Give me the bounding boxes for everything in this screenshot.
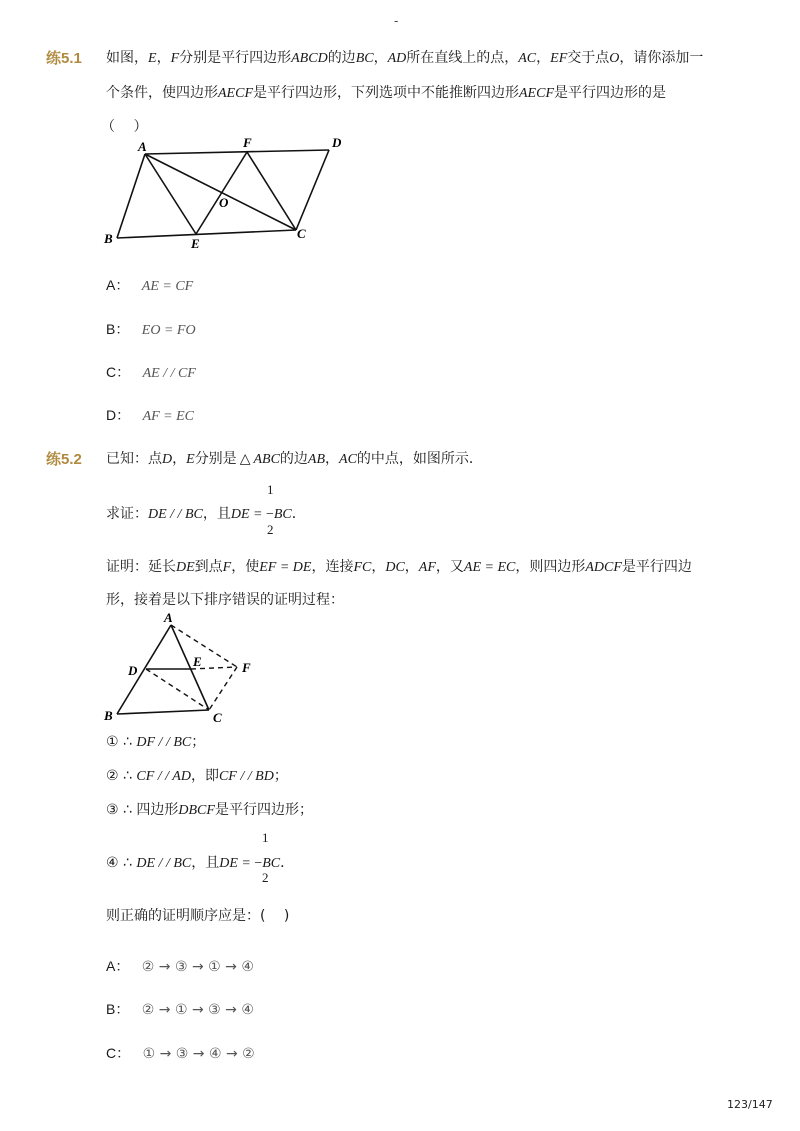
- prove-fraction-numerator: 1: [267, 482, 274, 497]
- text: ；: [191, 734, 206, 750]
- segment-ac: [145, 154, 296, 230]
- text: ；: [273, 768, 288, 784]
- proof-step-3: [106, 799, 313, 819]
- math: DE =: [219, 856, 255, 871]
- label-a: A: [138, 139, 147, 154]
- option-expr: AF = EC: [142, 409, 195, 424]
- text: 已知：点: [106, 451, 162, 467]
- math: EF: [550, 51, 568, 66]
- math: DE: [176, 560, 195, 575]
- math: D: [162, 452, 173, 467]
- text: ，又: [435, 559, 464, 575]
- text: 是平行四边形，下列选项中不能推断四边形: [253, 85, 519, 101]
- math: DE / / BC: [148, 507, 203, 522]
- text: 是平行四边形的是: [554, 85, 666, 101]
- header-mark: -: [394, 14, 399, 28]
- step-number: ②: [106, 768, 119, 784]
- text: 到点: [194, 559, 223, 575]
- step-4-fraction-numerator: 1: [262, 830, 269, 845]
- option-label: C：: [106, 1045, 131, 1061]
- segment-bc: [117, 710, 209, 714]
- label-d: D: [332, 135, 342, 150]
- math: BC: [355, 51, 374, 66]
- math: AB: [307, 452, 326, 467]
- option-label: C：: [106, 364, 131, 380]
- text: 是平行四边: [621, 559, 692, 575]
- option-expr: AE / / CF: [142, 366, 196, 381]
- segment-fc-dashed: [209, 667, 237, 710]
- option-label: B：: [106, 321, 130, 337]
- step-4-fraction-denominator: 2: [262, 870, 269, 885]
- math: ABC: [253, 452, 280, 467]
- math: F: [170, 51, 180, 66]
- label-f: F: [242, 660, 251, 675]
- text: ，且: [202, 506, 231, 522]
- option-label: A：: [106, 958, 130, 974]
- option-label: A：: [106, 277, 130, 293]
- exercise-5-2-given: [106, 448, 483, 468]
- label-c: C: [213, 710, 222, 725]
- label-c: C: [297, 226, 306, 241]
- segment-ad: [145, 150, 329, 154]
- text: 个条件，使四边形: [106, 85, 218, 101]
- math: DF / / BC: [136, 735, 192, 750]
- segment-ef: [196, 152, 247, 234]
- option-c[interactable]: [106, 1043, 255, 1063]
- proof-step-4: [106, 852, 294, 872]
- math: DC: [385, 560, 405, 575]
- text: ，: [404, 559, 419, 575]
- math: AE = EC: [463, 560, 516, 575]
- math: AECF: [519, 86, 554, 101]
- math: BC: [273, 507, 292, 522]
- text: 是平行四边形；: [214, 802, 313, 818]
- math: O: [609, 51, 620, 66]
- math: EF = DE: [259, 560, 312, 575]
- proof-step-2: [106, 765, 288, 785]
- option-b[interactable]: [106, 999, 254, 1019]
- parallelogram-figure: [100, 132, 350, 254]
- text: 的中点，如图所示．: [356, 451, 483, 467]
- label-d: D: [128, 663, 138, 678]
- math: DE / / BC: [136, 856, 192, 871]
- text: ，: [371, 559, 386, 575]
- math: F: [222, 560, 232, 575]
- text: 的边: [279, 451, 308, 467]
- option-a[interactable]: [106, 956, 254, 976]
- option-c[interactable]: [106, 362, 196, 382]
- text: 分别是平行四边形: [179, 50, 292, 66]
- option-expr: ② → ③ → ① → ④: [141, 959, 254, 975]
- math: AC: [339, 452, 357, 467]
- prove-fraction-denominator: 2: [267, 522, 274, 537]
- math: CF / / AD: [136, 769, 191, 784]
- therefore-symbol: ∴: [123, 734, 132, 750]
- text: ，即: [190, 768, 219, 784]
- label-b: B: [104, 708, 113, 723]
- text: ，: [172, 451, 187, 467]
- segment-ab: [117, 154, 145, 238]
- label-o: O: [219, 195, 229, 210]
- option-expr: ① → ③ → ④ → ②: [142, 1046, 255, 1062]
- math: BC: [262, 856, 281, 871]
- math: AC: [518, 51, 537, 66]
- text: ，: [536, 50, 551, 66]
- text: ，且: [191, 855, 220, 871]
- text: 求证：: [106, 506, 148, 522]
- text: 所在直线上的点，: [406, 50, 519, 66]
- option-label: D：: [106, 407, 131, 423]
- therefore-symbol: ∴: [123, 802, 132, 818]
- math: FC: [353, 560, 372, 575]
- math: AF: [418, 560, 436, 575]
- proof-line-2: 形，接着是以下排序错误的证明过程：: [106, 592, 344, 608]
- text: ，连接: [311, 559, 354, 575]
- label-f: F: [243, 135, 252, 150]
- text: 交于点: [567, 50, 610, 66]
- text: ，则四边形: [515, 559, 586, 575]
- label-e: E: [193, 654, 202, 669]
- option-d[interactable]: [106, 405, 194, 425]
- text: ．: [291, 506, 306, 522]
- exercise-5-2-question: 则正确的证明顺序应是：( ): [106, 908, 290, 924]
- text: 如图，: [106, 50, 148, 66]
- option-a[interactable]: [106, 275, 193, 295]
- fraction-bar: −: [265, 507, 274, 522]
- math: E: [186, 452, 195, 467]
- text: ，: [373, 50, 388, 66]
- math: DE =: [230, 507, 266, 522]
- option-expr: EO = FO: [141, 323, 196, 338]
- text: ．: [280, 855, 295, 871]
- segment-bc: [117, 230, 296, 238]
- therefore-symbol: ∴: [123, 768, 132, 784]
- label-a: A: [164, 610, 173, 625]
- option-expr: AE = CF: [141, 279, 194, 294]
- triangle-figure: [100, 606, 260, 728]
- math: CF / / BD: [218, 769, 274, 784]
- text: ，: [325, 451, 340, 467]
- text: 分别是: [194, 451, 237, 467]
- math: DBCF: [178, 803, 215, 818]
- exercise-5-1-line-1: [106, 47, 703, 67]
- text: ，请你添加一: [619, 50, 704, 66]
- triangle-symbol: △: [239, 451, 251, 467]
- label-b: B: [104, 231, 113, 246]
- step-number: ①: [106, 734, 119, 750]
- exercise-5-1-blank: （ ）: [101, 119, 148, 135]
- text: 的边: [327, 50, 356, 66]
- option-label: B：: [106, 1001, 130, 1017]
- text: 证明：延长: [106, 559, 176, 575]
- math: E: [148, 51, 157, 66]
- text: 四边形: [136, 802, 179, 818]
- text: ，: [156, 50, 171, 66]
- step-number: ④: [106, 855, 119, 871]
- therefore-symbol: ∴: [123, 855, 132, 871]
- math: ADCF: [585, 560, 622, 575]
- prove-statement: [106, 503, 306, 523]
- fraction-bar: −: [254, 856, 263, 871]
- math: AD: [387, 51, 407, 66]
- page-number: 123/147: [727, 1098, 773, 1111]
- option-b[interactable]: [106, 319, 196, 339]
- step-number: ③: [106, 802, 119, 818]
- proof-line-1: [106, 556, 692, 576]
- exercise-5-2-label: 练5.2: [46, 451, 82, 468]
- option-expr: ② → ① → ③ → ④: [141, 1002, 254, 1018]
- label-e: E: [191, 236, 200, 251]
- segment-dc: [296, 150, 329, 230]
- math: ABCD: [291, 51, 328, 66]
- proof-step-1: [106, 731, 205, 751]
- exercise-5-1-line-2: [106, 82, 666, 102]
- text: ，使: [231, 559, 260, 575]
- exercise-5-1-label: 练5.1: [46, 50, 82, 67]
- math: AECF: [218, 86, 253, 101]
